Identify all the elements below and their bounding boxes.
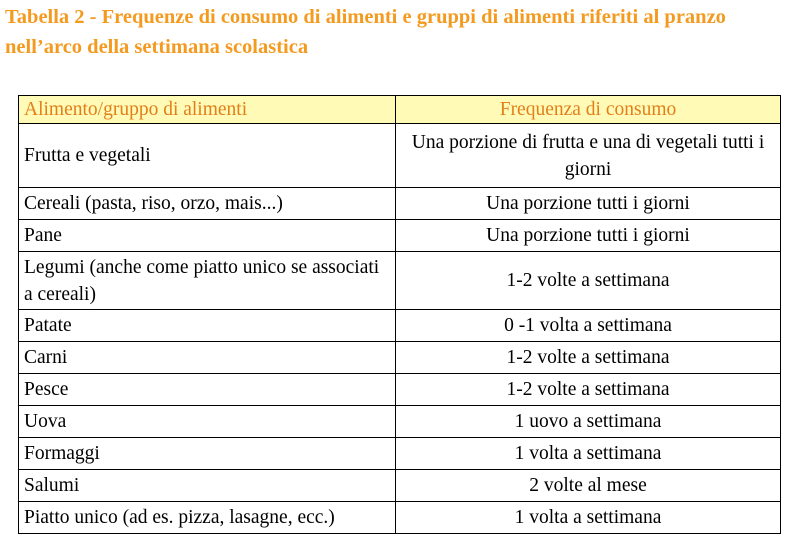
table-row xyxy=(19,252,781,310)
table-row xyxy=(19,124,781,188)
table-row xyxy=(19,220,781,252)
food-cell: Cereali (pasta, riso, orzo, mais...) xyxy=(19,188,396,220)
frequency-cell: 1-2 volte a settimana xyxy=(396,342,781,374)
food-cell: Pesce xyxy=(19,374,396,406)
header-frequency: Frequenza di consumo xyxy=(396,96,781,124)
table-row xyxy=(19,310,781,342)
frequency-cell: 1-2 volte a settimana xyxy=(396,252,781,310)
food-cell: Patate xyxy=(19,310,396,342)
table-title: Tabella 2 - Frequenze di consumo di alimenti e gruppi di alimenti riferiti al pranzo nell’arco della settimana scolastica xyxy=(5,6,726,58)
food-cell: Formaggi xyxy=(19,438,396,470)
header-food: Alimento/gruppo di alimenti xyxy=(19,96,396,124)
frequency-cell: 1 volta a settimana xyxy=(396,438,781,470)
table-header-row xyxy=(19,96,781,124)
table-row xyxy=(19,374,781,406)
frequency-cell: 1 volta a settimana xyxy=(396,502,781,534)
frequency-cell: 2 volte al mese xyxy=(396,470,781,502)
table-row xyxy=(19,188,781,220)
table-row xyxy=(19,438,781,470)
table-row xyxy=(19,502,781,534)
frequency-cell: 1-2 volte a settimana xyxy=(396,374,781,406)
table-row xyxy=(19,470,781,502)
frequency-cell: 1 uovo a settimana xyxy=(396,406,781,438)
food-cell: Pane xyxy=(19,220,396,252)
food-cell: Salumi xyxy=(19,470,396,502)
frequency-cell: Una porzione tutti i giorni xyxy=(396,188,781,220)
frequency-cell: Una porzione tutti i giorni xyxy=(396,220,781,252)
food-cell: Carni xyxy=(19,342,396,374)
food-frequency-table xyxy=(18,95,781,534)
table-row xyxy=(19,406,781,438)
frequency-cell: 0 -1 volta a settimana xyxy=(396,310,781,342)
food-cell: Legumi (anche come piatto unico se associati a cereali) xyxy=(19,252,396,310)
table-row xyxy=(19,342,781,374)
food-cell: Frutta e vegetali xyxy=(19,124,396,188)
food-cell: Uova xyxy=(19,406,396,438)
food-cell: Piatto unico (ad es. pizza, lasagne, ecc.) xyxy=(19,502,396,534)
frequency-cell: Una porzione di frutta e una di vegetali tutti i giorni xyxy=(396,124,781,188)
